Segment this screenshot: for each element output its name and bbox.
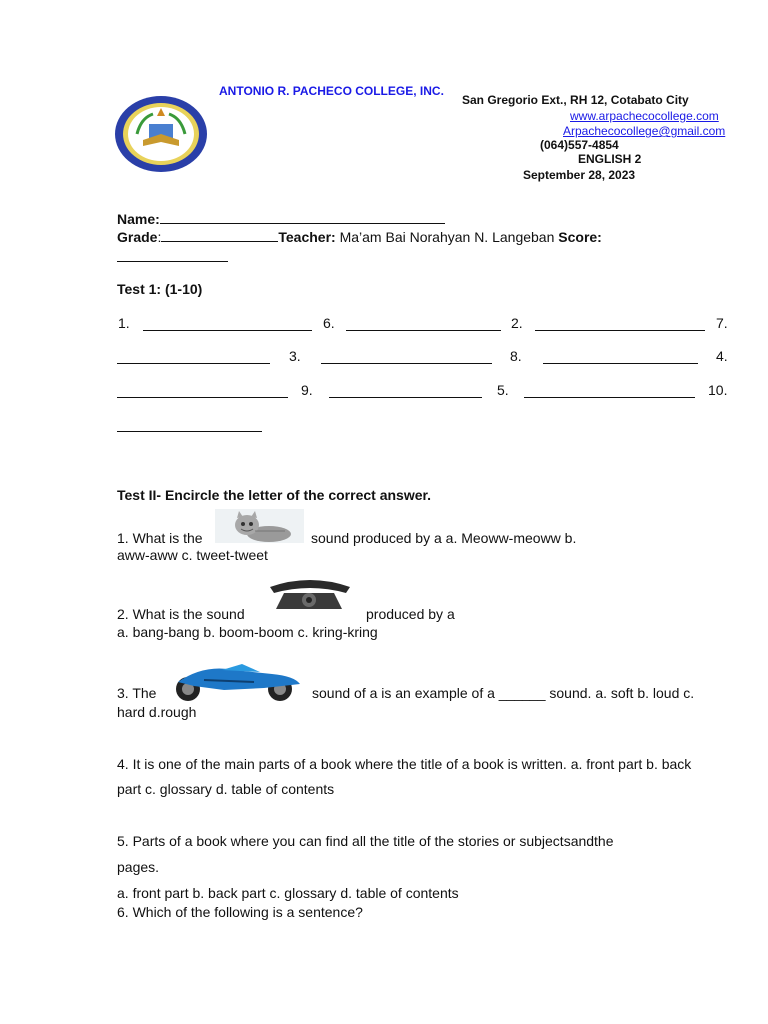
q2-choices: a. bang-bang b. boom-boom c. kring-kring [117, 624, 378, 640]
motorcycle-image [164, 660, 304, 702]
answer-blank-5[interactable] [524, 384, 695, 398]
q1-text-start: 1. What is the [117, 530, 203, 546]
test1-num-2: 2. [511, 315, 523, 331]
cat-image [215, 509, 304, 543]
email-link[interactable]: Arpachecocollege@gmail.com [563, 124, 726, 138]
test1-num-4: 4. [716, 348, 728, 364]
teacher-label: Teacher: [278, 229, 336, 245]
q5-text-cont: pages. [117, 859, 160, 875]
q3-text-start: 3. The [117, 685, 157, 701]
q2-text-end: produced by a [366, 606, 455, 622]
test1-num-5: 5. [497, 382, 509, 398]
q5-choices: a. front part b. back part c. glossary d. table of contents [117, 885, 459, 901]
answer-blank-7[interactable] [117, 350, 270, 364]
phone-number: (064)557-4854 [540, 138, 619, 152]
grade-colon: : [157, 229, 162, 245]
q4-text: 4. It is one of the main parts of a book where the title of a book is written. a. front part b. back [117, 756, 692, 772]
test1-num-1: 1. [118, 315, 130, 331]
test1-title: Test 1: (1-10) [117, 281, 203, 297]
website-link[interactable]: www.arpachecocollege.com [570, 109, 719, 123]
q3-choices: hard d.rough [117, 704, 197, 720]
exam-date: September 28, 2023 [523, 168, 636, 182]
test1-num-8: 8. [510, 348, 522, 364]
answer-blank-10[interactable] [117, 418, 262, 432]
grade-blank[interactable] [161, 229, 278, 242]
q6-text: 6. Which of the following is a sentence? [117, 904, 363, 920]
q2-text-start: 2. What is the sound [117, 606, 245, 622]
teacher-name: Ma’am Bai Norahyan N. Langeban [339, 229, 555, 245]
score-label: Score: [558, 229, 602, 245]
answer-blank-2[interactable] [535, 317, 705, 331]
school-seal-logo [113, 94, 209, 174]
q3-text-end: sound of a is an example of a ______ sound. a. soft b. loud c. [312, 685, 695, 701]
subject-title: ENGLISH 2 [578, 152, 642, 166]
answer-blank-3[interactable] [321, 350, 492, 364]
answer-blank-4[interactable] [117, 384, 288, 398]
school-address: San Gregorio Ext., RH 12, Cotabato City [462, 93, 689, 107]
q4-choices: part c. glossary d. table of contents [117, 781, 335, 797]
name-blank[interactable] [160, 211, 445, 224]
name-label: Name: [117, 211, 160, 227]
test2-title: Test II- Encircle the letter of the correct answer. [117, 487, 432, 503]
test1-num-7: 7. [716, 315, 728, 331]
telephone-image [260, 577, 359, 611]
name-row [117, 211, 445, 227]
q1-text-end: sound produced by a a. Meoww-meoww b. [311, 530, 577, 546]
grade-label: Grade [117, 229, 158, 245]
answer-blank-9[interactable] [329, 384, 482, 398]
q5-text: 5. Parts of a book where you can find all the title of the stories or subjectsandthe [117, 833, 614, 849]
school-name: ANTONIO R. PACHECO COLLEGE, INC. [219, 84, 444, 98]
test1-num-9: 9. [301, 382, 313, 398]
answer-blank-8[interactable] [543, 350, 698, 364]
test1-num-10: 10. [708, 382, 728, 398]
answer-blank-6[interactable] [346, 317, 501, 331]
answer-blank-1[interactable] [143, 317, 312, 331]
q1-choices: aww-aww c. tweet-tweet [117, 547, 268, 563]
grade-row [117, 229, 602, 245]
score-blank[interactable] [117, 248, 228, 262]
test1-num-3: 3. [289, 348, 301, 364]
test1-num-6: 6. [323, 315, 335, 331]
